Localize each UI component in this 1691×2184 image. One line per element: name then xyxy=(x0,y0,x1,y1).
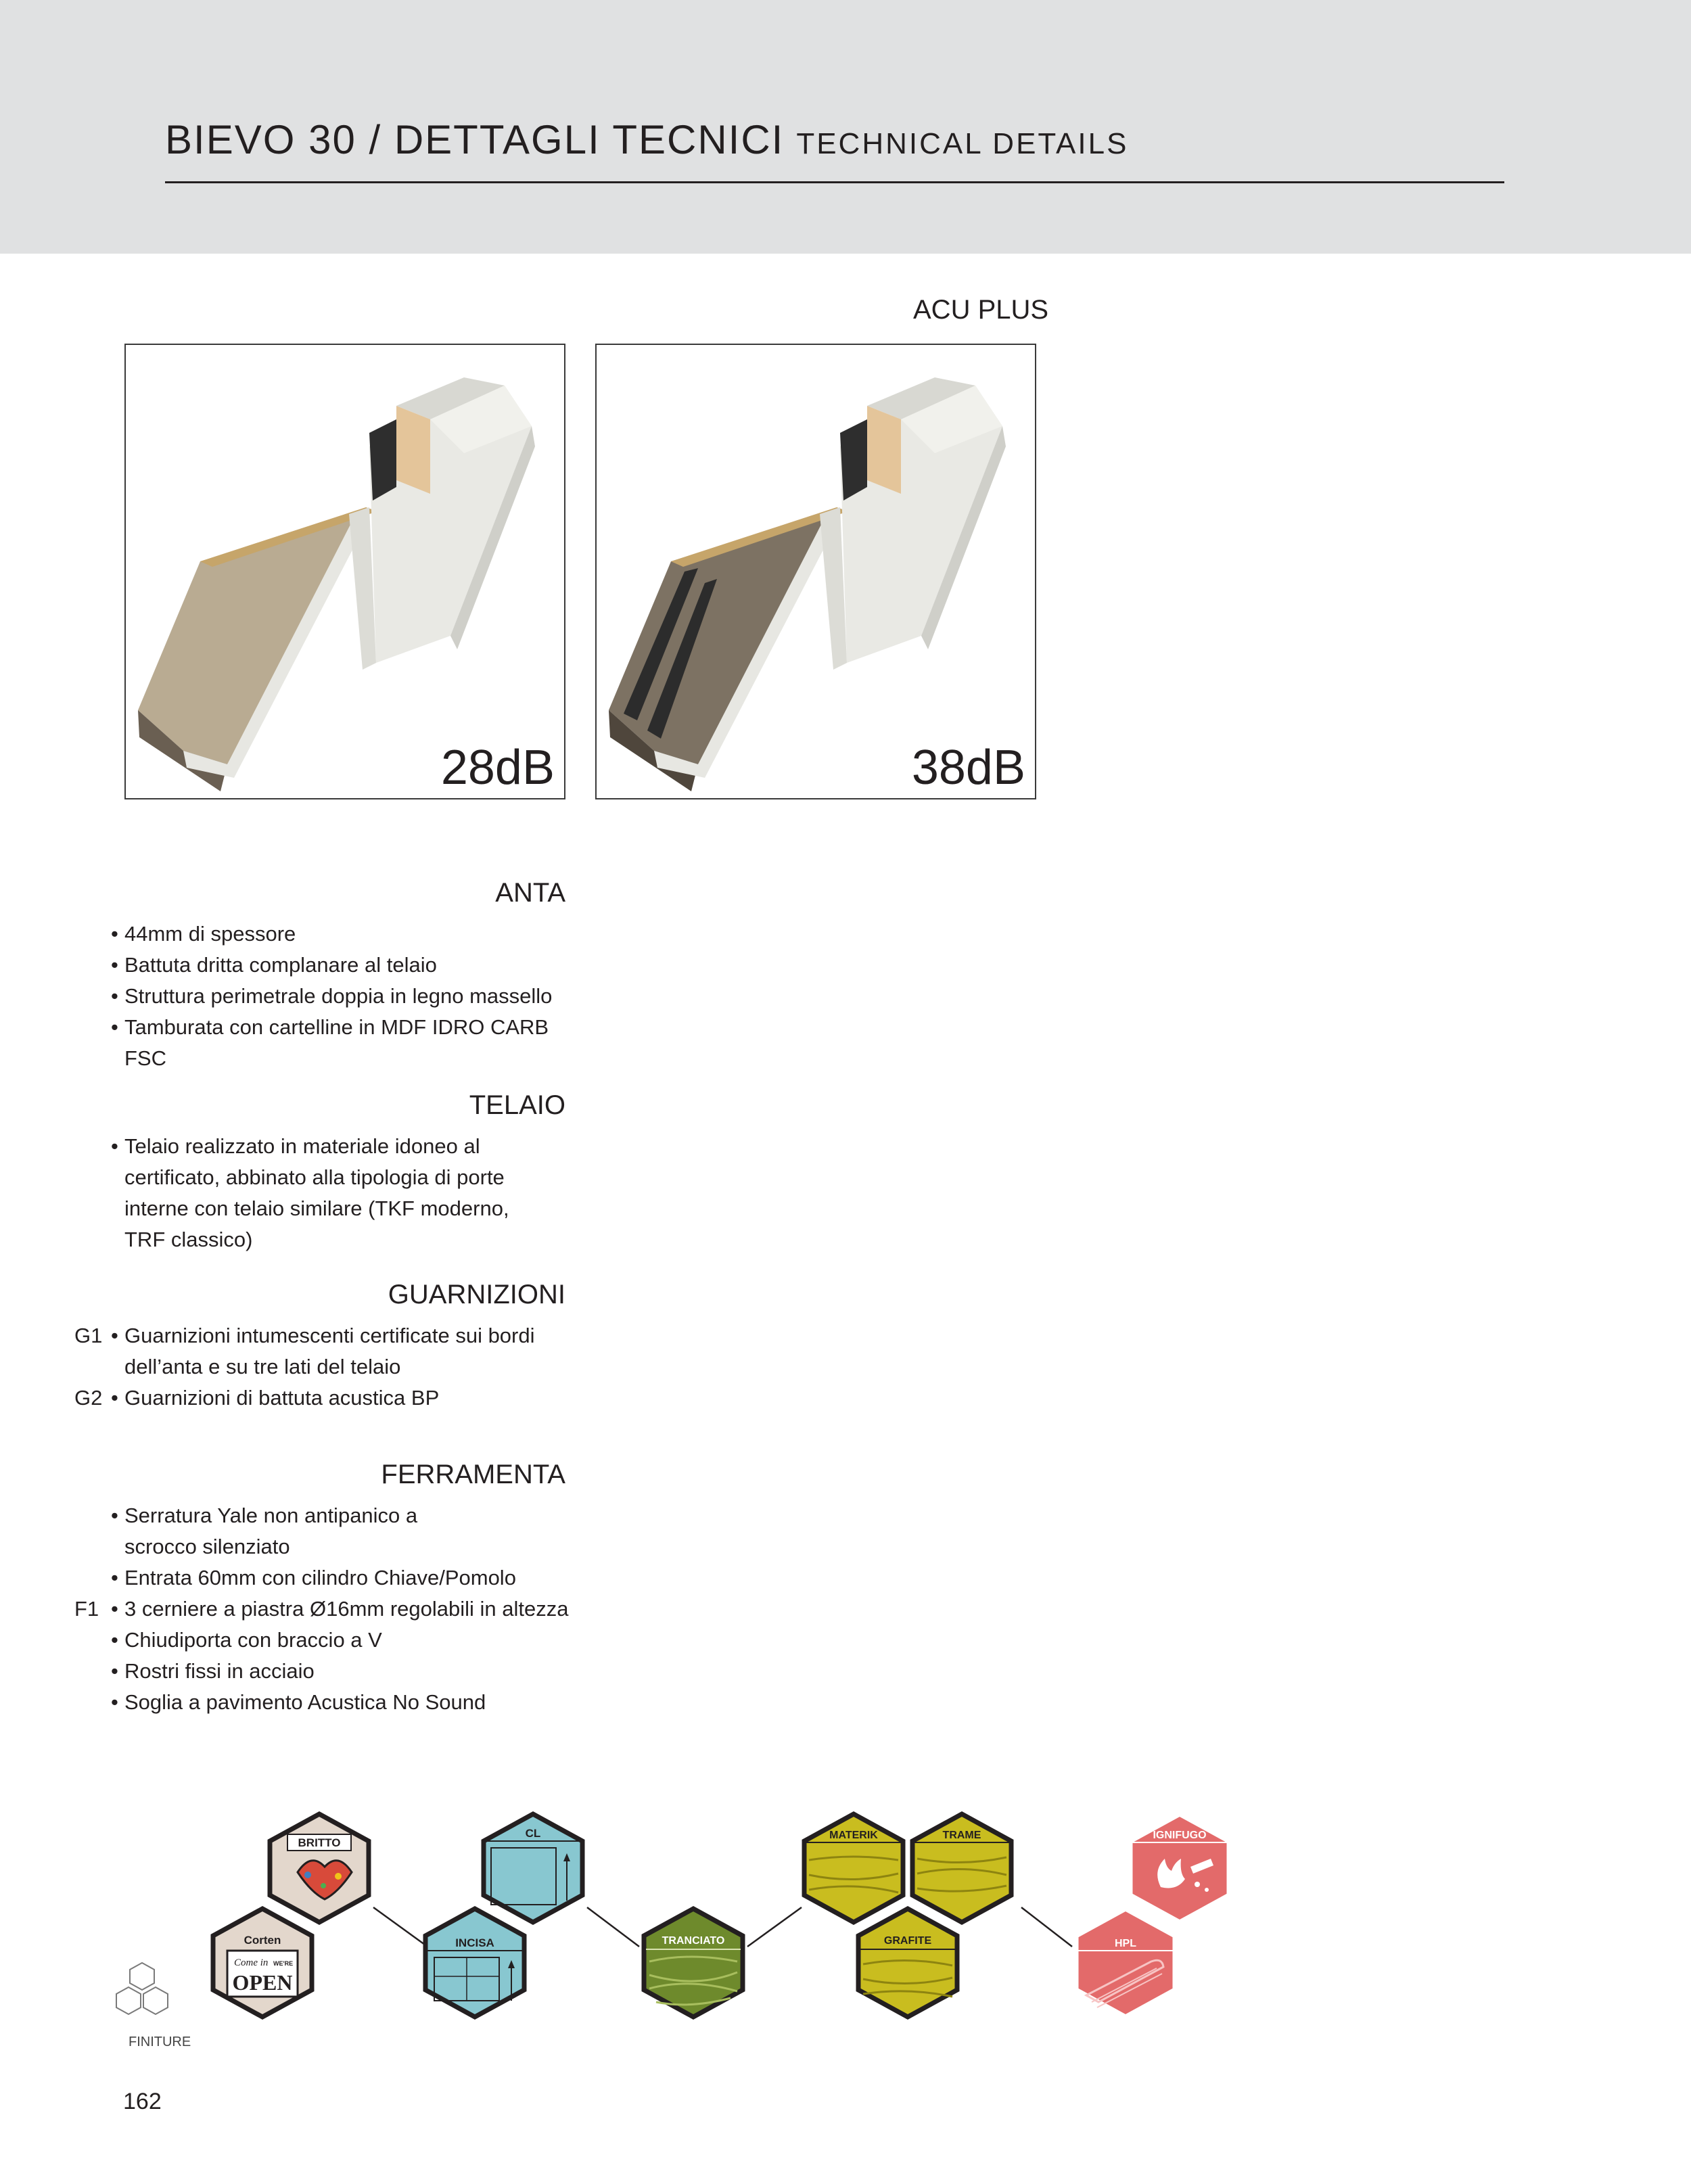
title-subtitle: TECHNICAL DETAILS xyxy=(796,127,1129,160)
badge-cl xyxy=(484,1814,582,1922)
list-item: • Struttura perimetrale doppia in legno massello xyxy=(111,981,584,1012)
door-section-illustration xyxy=(126,345,564,798)
badge-trame xyxy=(912,1814,1011,1922)
item-tag: • G1 xyxy=(74,1324,103,1347)
title-divider xyxy=(165,181,1504,183)
list-item xyxy=(74,1320,557,1383)
item-tag: • G2 xyxy=(74,1386,103,1410)
list-item xyxy=(74,1383,584,1414)
rating-28db: 28dB xyxy=(440,741,555,795)
badge-label: GRAFITE xyxy=(883,1935,932,1947)
section-title-ferramenta: FERRAMENTA xyxy=(381,1460,565,1489)
list-item: • 44mm di spessore xyxy=(111,919,584,950)
list-anta xyxy=(111,919,584,1074)
badge-hpl xyxy=(1076,1909,1175,2017)
sign-top-text: Come in xyxy=(234,1957,269,1968)
item-text: Rostri fissi in acciaio xyxy=(124,1659,315,1683)
list-item: • Battuta dritta complanare al telaio xyxy=(111,950,584,981)
connector-line xyxy=(587,1907,639,1947)
section-title-guarnizioni: GUARNIZIONI xyxy=(388,1280,565,1309)
connector-line xyxy=(373,1907,427,1947)
item-text: Guarnizioni intumescenti certificate sui bordi dell’anta e su tre lati del telaio xyxy=(124,1324,535,1378)
badge-label: IGNIFUGO xyxy=(1153,1830,1207,1841)
door-section-28db xyxy=(124,344,565,799)
badge-tranciato xyxy=(644,1909,743,2017)
item-text: Guarnizioni di battuta acustica BP xyxy=(124,1386,440,1410)
badge-ignifugo xyxy=(1130,1814,1229,1922)
badge-label: Corten xyxy=(244,1934,281,1947)
rating-38db: 38dB xyxy=(911,741,1025,795)
list-ferramenta xyxy=(74,1500,584,1718)
hex-shape xyxy=(1076,1909,1175,2017)
list-item xyxy=(111,1656,584,1687)
finishes-diagram xyxy=(0,1799,1691,2043)
section-title-telaio: TELAIO xyxy=(469,1090,565,1120)
section-title-anta: ANTA xyxy=(495,878,565,908)
item-text: 3 cerniere a piastra Ø16mm regolabili in altezza xyxy=(124,1597,569,1621)
list-item: • Telaio realizzato in materiale idoneo al certificato, abbinato alla tipologia di porte interne con telaio similare (TKF moderno, TRF classico) xyxy=(111,1131,530,1255)
acu-plus-label: ACU PLUS xyxy=(913,295,1049,325)
item-text: Entrata 60mm con cilindro Chiave/Pomolo xyxy=(124,1566,516,1589)
list-telaio xyxy=(111,1131,584,1255)
finiture-hex-icon xyxy=(116,1963,168,2014)
item-text: Serratura Yale non antipanico a scrocco silenziato xyxy=(124,1504,418,1558)
badge-materik xyxy=(804,1814,903,1922)
badge-label: MATERIK xyxy=(829,1830,878,1841)
badge-britto xyxy=(270,1814,369,1922)
badge-label: HPL xyxy=(1115,1938,1136,1949)
item-tag: • F1 xyxy=(74,1597,99,1621)
connector-line xyxy=(1021,1907,1072,1947)
badge-label: CL xyxy=(525,1827,541,1840)
list-item xyxy=(111,1562,584,1594)
list-item xyxy=(111,1687,584,1718)
badge-label: INCISA xyxy=(455,1936,494,1949)
page-title xyxy=(165,116,1128,163)
badge-label: TRAME xyxy=(942,1830,981,1841)
sign-small-text: WE'RE xyxy=(273,1960,294,1967)
door-section-38db xyxy=(595,344,1036,799)
list-item xyxy=(111,1625,584,1656)
badge-label: TRANCIATO xyxy=(662,1935,725,1947)
item-text: Soglia a pavimento Acustica No Sound xyxy=(124,1690,486,1714)
finiture-label: FINITURE xyxy=(129,2035,191,2049)
list-guarnizioni xyxy=(74,1320,584,1414)
title-main: BIEVO 30 / DETTAGLI TECNICI xyxy=(165,117,785,162)
list-item xyxy=(74,1594,584,1625)
hex-shape xyxy=(644,1909,743,2017)
sign-main-text: OPEN xyxy=(232,1970,293,1995)
badge-incisa xyxy=(425,1909,524,2017)
door-section-illustration xyxy=(597,345,1035,798)
list-item: • Tamburata con cartelline in MDF IDRO CARB FSC xyxy=(111,1012,557,1074)
list-item xyxy=(111,1500,442,1562)
badge-corten xyxy=(213,1909,312,2017)
badge-label: BRITTO xyxy=(298,1836,341,1849)
page-number: 162 xyxy=(123,2089,162,2114)
item-text: Chiudiporta con braccio a V xyxy=(124,1628,382,1652)
badge-grafite xyxy=(858,1909,957,2017)
connector-line xyxy=(747,1907,802,1947)
